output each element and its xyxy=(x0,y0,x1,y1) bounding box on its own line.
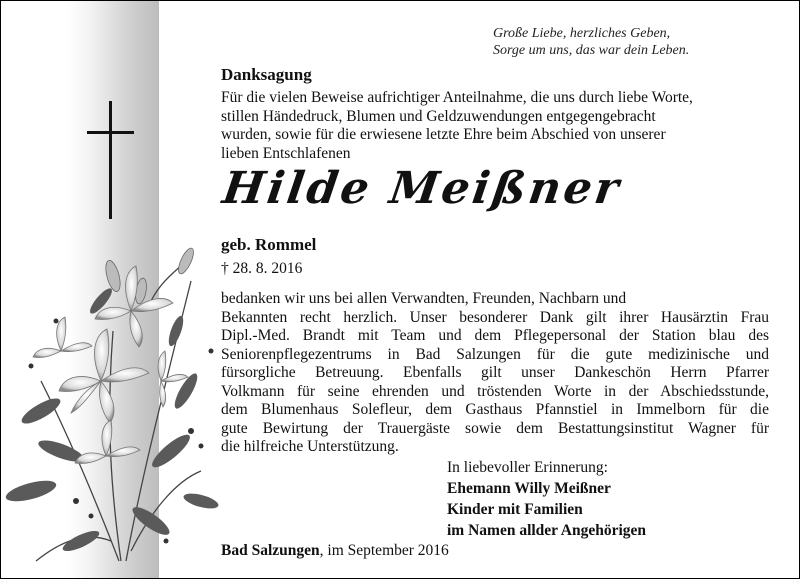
motto-line: Sorge um uns, das war dein Leben. xyxy=(493,43,690,58)
main-line: Volkmann für seine ehrenden und tröstenden Worte in der Abschiedsstunde, xyxy=(221,382,769,400)
intro-line: Für die vielen Beweise aufrichtiger Anteilnahme, die uns durch liebe Worte, xyxy=(221,89,693,106)
mourner-name: im Namen allder Angehörigen xyxy=(447,522,647,539)
main-line: Dipl.-Med. Brandt mit Team und dem Pflegepersonal der Station blau des xyxy=(221,327,769,344)
main-line: Bekannten recht herzlich. Unser besonderer Dank gilt ihrer Hausärztin Frau xyxy=(221,308,769,326)
motto-line: Große Liebe, herzliches Geben, xyxy=(493,26,671,41)
closing-intro: In liebevoller Erinnerung: xyxy=(447,459,608,476)
main-line: bedanken wir uns bei allen Verwandten, Freunden, Nachbarn und xyxy=(221,290,627,307)
lily-bouquet-image xyxy=(1,241,231,576)
main-line: gute Bewirtung der Trauergäste sowie dem Bestattungsinstitut Wagner für xyxy=(221,419,769,437)
deceased-name: Hilde Meißner xyxy=(219,163,625,214)
death-date: † 28. 8. 2016 xyxy=(221,260,303,277)
intro-line: stillen Händedruck, Blumen und Geldzuwendungen entgegengebracht xyxy=(221,107,656,125)
intro-line: lieben Entschlafenen xyxy=(221,144,351,162)
date: , im September 2016 xyxy=(319,542,449,559)
cross-icon xyxy=(87,101,137,221)
birth-name: geb. Rommel xyxy=(221,235,317,254)
main-text xyxy=(221,290,769,457)
main-line: dem Blumenhaus Solefleur, dem Gasthaus Pfannstiel in Immelborn für die xyxy=(221,401,769,418)
main-line: fürsorgliche Betreuung. Ebenfalls gilt unser Dankeschön Herrn Pfarrer xyxy=(221,364,769,381)
heading: Danksagung xyxy=(221,65,312,84)
motto-verse xyxy=(493,25,753,59)
main-line: die hilfreiche Unterstützung. xyxy=(221,438,399,455)
place-date xyxy=(221,542,449,560)
mourner-name: Ehemann Willy Meißner xyxy=(447,480,611,497)
main-line: Seniorenpflegezentrums in Bad Salzungen für die gute medizinische und xyxy=(221,345,769,363)
intro-text xyxy=(221,89,761,163)
mourner-name: Kinder mit Familien xyxy=(447,501,583,518)
intro-line: wurden, sowie für die erwiesene letzte Ehre beim Abschied von unserer xyxy=(221,126,666,143)
closing-signature xyxy=(447,457,646,541)
place: Bad Salzungen xyxy=(221,542,320,559)
